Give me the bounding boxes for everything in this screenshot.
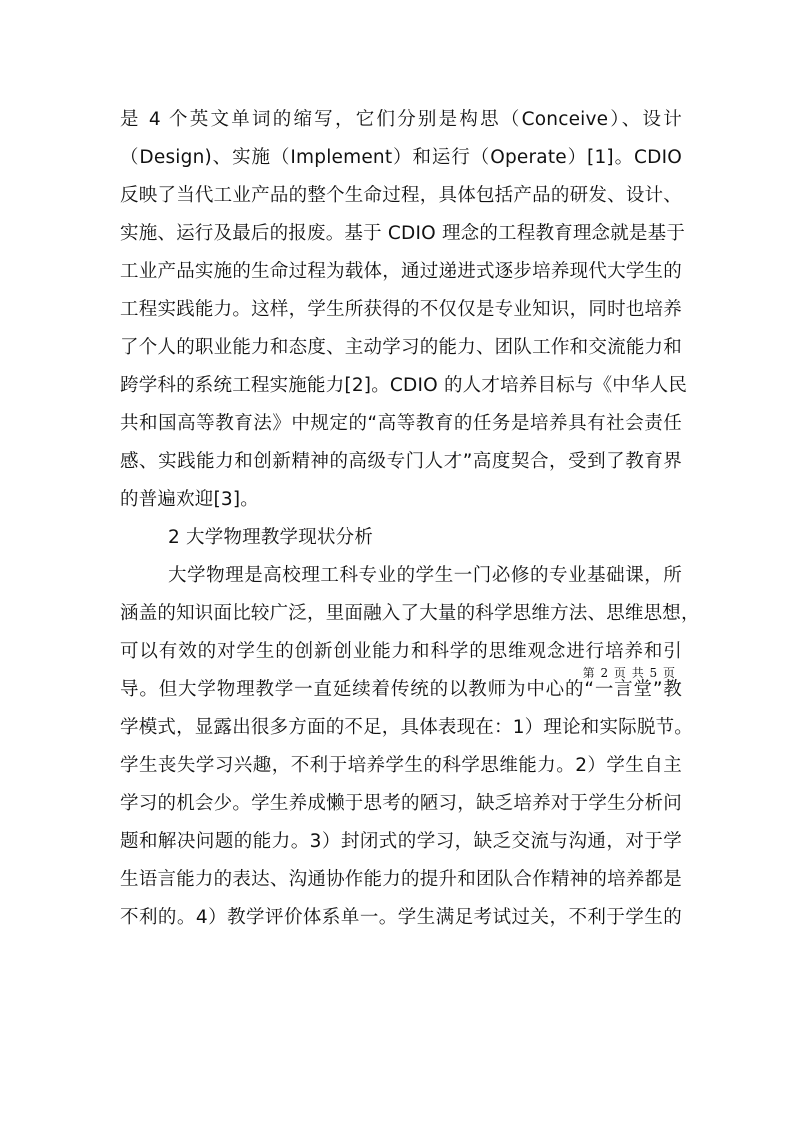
text-line: 是 4 个英文单词的缩写，它们分别是构思（Conceive）、设计 — [120, 109, 682, 130]
text-line: 不利的。4）教学评价体系单一。学生满足考试过关，不利于学生的 — [120, 907, 682, 928]
text-line: 涵盖的知识面比较广泛，里面融入了大量的科学思维方法、思维思想， — [120, 603, 700, 624]
text-line: 学习的机会少。学生养成懒于思考的陋习，缺乏培养对于学生分析问 — [120, 793, 682, 814]
text-line: 导。但大学物理教学一直延续着传统的以教师为中心的“一言堂”教 — [120, 679, 682, 700]
text-line: 学生丧失学习兴趣，不利于培养学生的科学思维能力。2）学生自主 — [120, 755, 682, 776]
text-line: （Design)、实施（Implement）和运行（Operate）[1]。CDIO — [120, 147, 682, 168]
text-line: 共和国高等教育法》中规定的“高等教育的任务是培养具有社会责任 — [120, 413, 682, 434]
section-heading: 2 大学物理教学现状分析 — [168, 527, 374, 548]
text-line: 了个人的职业能力和态度、主动学习的能力、团队工作和交流能力和 — [120, 337, 682, 358]
text-line: 生语言能力的表达、沟通协作能力的提升和团队合作精神的培养都是 — [120, 869, 682, 890]
text-line: 的普遍欢迎[3]。 — [120, 489, 260, 510]
text-line: 学模式，显露出很多方面的不足，具体表现在：1）理论和实际脱节。 — [120, 717, 693, 738]
page-indicator: 第 2 页 共 5 页 — [582, 666, 676, 680]
text-line: 反映了当代工业产品的整个生命过程，具体包括产品的研发、设计、 — [120, 185, 682, 206]
body-text — [120, 101, 700, 937]
text-line: 工业产品实施的生命过程为载体，通过递进式逐步培养现代大学生的 — [120, 261, 682, 282]
text-line: 可以有效的对学生的创新创业能力和科学的思维观念进行培养和引 — [120, 641, 682, 662]
paragraph-cdio — [120, 101, 688, 519]
text-line: 跨学科的系统工程实施能力[2]。CDIO 的人才培养目标与《中华人民 — [120, 375, 688, 396]
text-line: 感、实践能力和创新精神的高级专门人才”高度契合，受到了教育界 — [120, 451, 682, 472]
paragraph-physics-teaching — [120, 557, 700, 937]
text-line: 题和解决问题的能力。3）封闭式的学习，缺乏交流与沟通，对于学 — [120, 831, 682, 852]
text-line: 大学物理是高校理工科专业的学生一门必修的专业基础课，所 — [168, 565, 682, 586]
text-line: 实施、运行及最后的报废。基于 CDIO 理念的工程教育理念就是基于 — [120, 223, 686, 244]
text-line: 工程实践能力。这样，学生所获得的不仅仅是专业知识，同时也培养 — [120, 299, 682, 320]
